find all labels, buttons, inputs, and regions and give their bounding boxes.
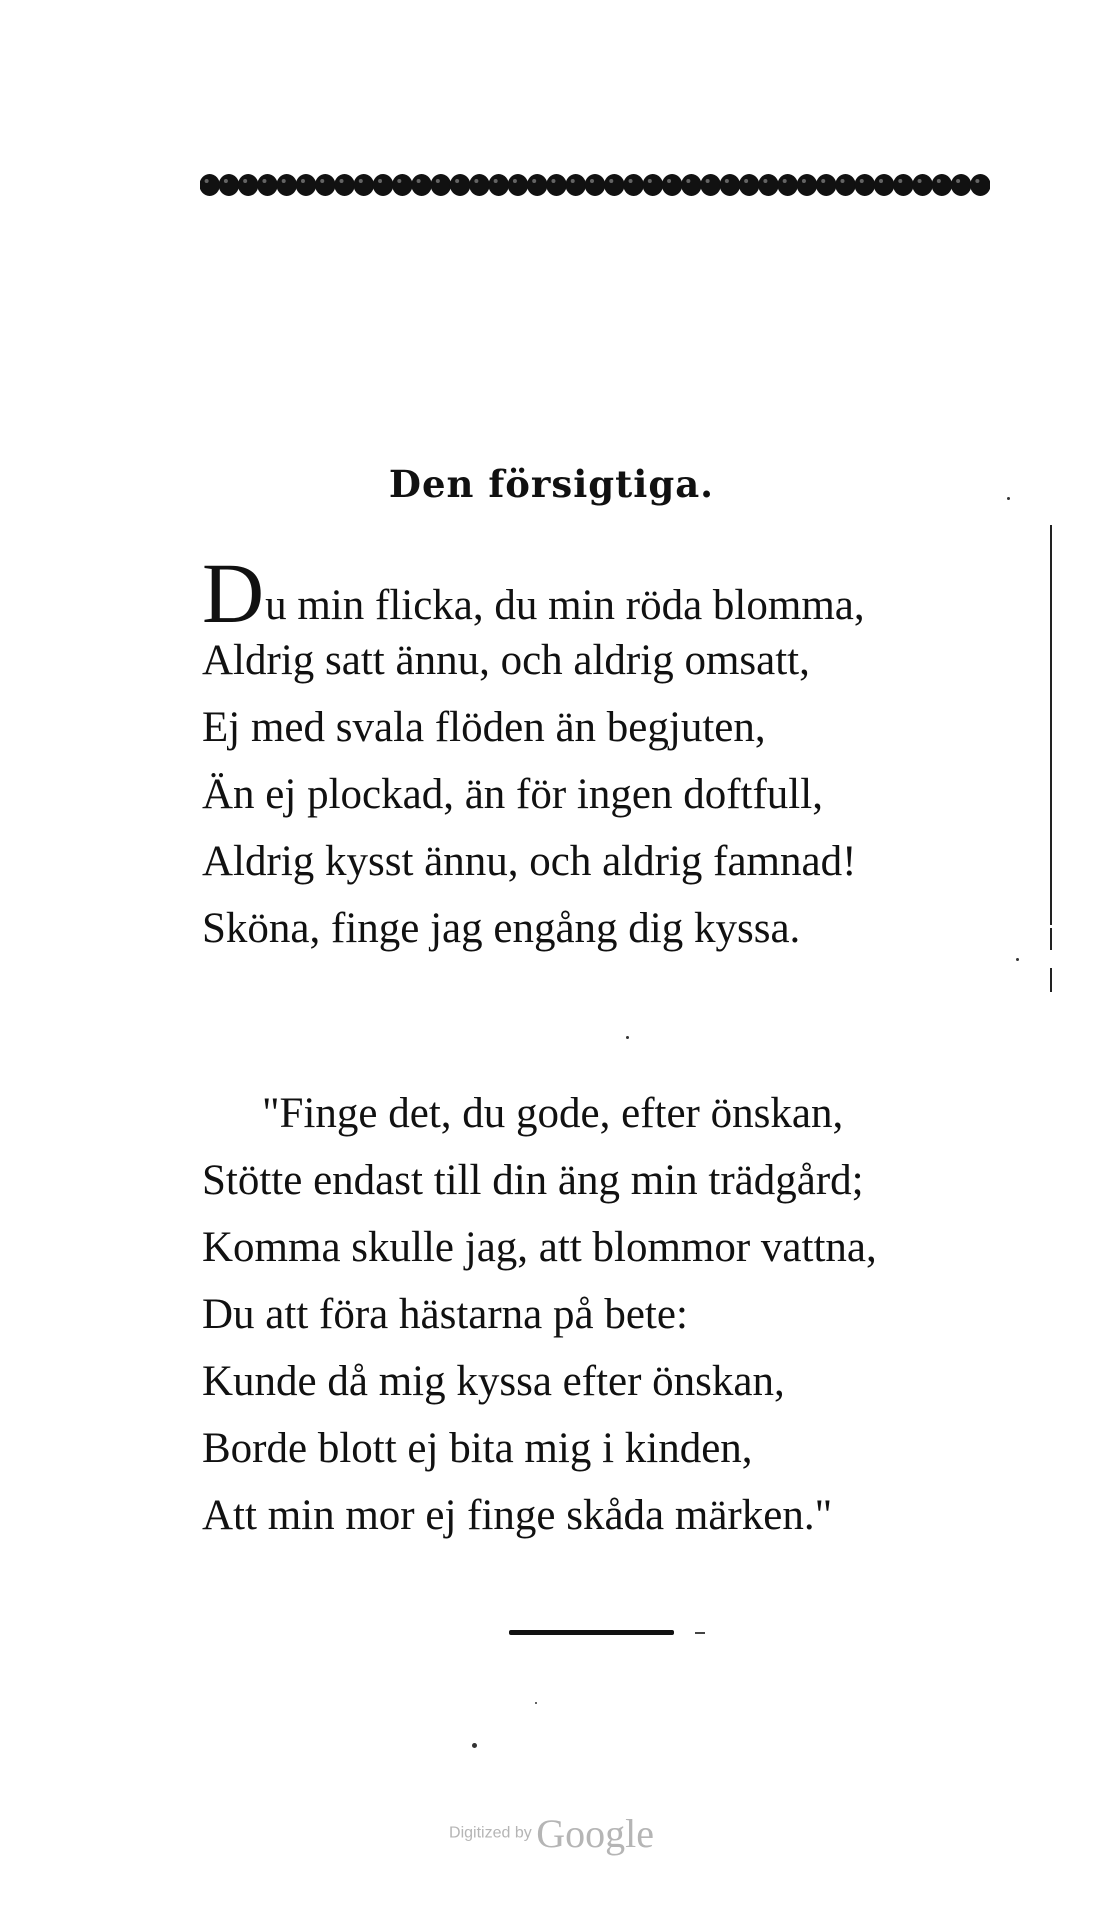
bead-icon bbox=[296, 174, 316, 196]
bead-highlight bbox=[744, 179, 748, 183]
bead-highlight bbox=[571, 179, 575, 183]
bead-icon bbox=[276, 174, 296, 196]
verse-line: Aldrig satt ännu, och aldrig omsatt, bbox=[202, 637, 810, 684]
bead-highlight bbox=[224, 179, 228, 183]
bead-highlight bbox=[975, 179, 979, 183]
bead-highlight bbox=[455, 179, 459, 183]
bead-icon bbox=[354, 174, 374, 196]
bead-icon bbox=[797, 174, 817, 196]
scan-margin-line bbox=[1050, 968, 1052, 992]
bead-highlight bbox=[532, 179, 536, 183]
bead-icon bbox=[546, 174, 566, 196]
bead-icon bbox=[739, 174, 759, 196]
bead-icon bbox=[874, 174, 894, 196]
scan-margin-line bbox=[1050, 928, 1052, 950]
scan-speck bbox=[626, 1036, 629, 1039]
bead-highlight bbox=[378, 179, 382, 183]
bead-highlight bbox=[513, 179, 517, 183]
digitized-watermark bbox=[0, 1810, 1103, 1857]
bead-highlight bbox=[609, 179, 613, 183]
bead-icon bbox=[777, 174, 797, 196]
bead-icon bbox=[893, 174, 913, 196]
verse-line: Aldrig kysst ännu, och aldrig famnad! bbox=[202, 838, 857, 885]
verse-line: Ej med svala flöden än begjuten, bbox=[202, 704, 766, 751]
scan-speck bbox=[472, 1743, 477, 1748]
bead-highlight bbox=[282, 179, 286, 183]
bead-highlight bbox=[898, 179, 902, 183]
bead-icon bbox=[835, 174, 855, 196]
bead-highlight bbox=[783, 179, 787, 183]
bead-highlight bbox=[821, 179, 825, 183]
scan-speck bbox=[1016, 958, 1019, 961]
bead-highlight bbox=[706, 179, 710, 183]
bead-highlight bbox=[551, 179, 555, 183]
bead-icon bbox=[257, 174, 277, 196]
bead-chain-ornament-icon bbox=[200, 170, 990, 200]
bead-icon bbox=[951, 174, 971, 196]
bead-icon bbox=[219, 174, 239, 196]
bead-icon bbox=[700, 174, 720, 196]
bead-icon bbox=[200, 174, 220, 196]
bead-highlight bbox=[937, 179, 941, 183]
bead-icon bbox=[334, 174, 354, 196]
bead-highlight bbox=[243, 179, 247, 183]
bead-icon bbox=[566, 174, 586, 196]
bead-icon bbox=[623, 174, 643, 196]
stanza-1 bbox=[202, 545, 865, 962]
verse-line: Än ej plockad, än för ingen doftfull, bbox=[202, 771, 823, 818]
bead-highlight bbox=[918, 179, 922, 183]
bead-icon bbox=[450, 174, 470, 196]
verse-line: Stötte endast till din äng min trädgård; bbox=[202, 1157, 864, 1204]
bead-icon bbox=[373, 174, 393, 196]
verse-line: "Finge det, du gode, efter önskan, bbox=[262, 1090, 844, 1137]
bead-highlight bbox=[301, 179, 305, 183]
bead-icon bbox=[585, 174, 605, 196]
bead-highlight bbox=[840, 179, 844, 183]
verse-line: Kunde då mig kyssa efter önskan, bbox=[202, 1358, 785, 1405]
bead-icon bbox=[508, 174, 528, 196]
bead-highlight bbox=[860, 179, 864, 183]
scan-margin-line bbox=[1050, 525, 1052, 925]
scan-speck bbox=[535, 1702, 537, 1704]
google-logo: Google bbox=[536, 1811, 654, 1856]
bead-highlight bbox=[686, 179, 690, 183]
bead-icon bbox=[932, 174, 952, 196]
bead-highlight bbox=[340, 179, 344, 183]
bead-icon bbox=[720, 174, 740, 196]
bead-icon bbox=[469, 174, 489, 196]
bead-icon bbox=[315, 174, 335, 196]
drop-cap: D bbox=[202, 545, 265, 641]
verse-line: Komma skulle jag, att blommor vattna, bbox=[202, 1224, 877, 1271]
bead-icon bbox=[238, 174, 258, 196]
bead-highlight bbox=[474, 179, 478, 183]
verse-line: Du att föra hästarna på bete: bbox=[202, 1291, 688, 1338]
bead-icon bbox=[662, 174, 682, 196]
verse-line: Att min mor ej finge skåda märken." bbox=[202, 1492, 833, 1539]
bead-highlight bbox=[397, 179, 401, 183]
poem-title: Den försigtiga. bbox=[388, 462, 715, 506]
bead-highlight bbox=[205, 179, 209, 183]
bead-highlight bbox=[320, 179, 324, 183]
bead-icon bbox=[431, 174, 451, 196]
bead-highlight bbox=[802, 179, 806, 183]
bead-highlight bbox=[667, 179, 671, 183]
bead-highlight bbox=[494, 179, 498, 183]
bead-highlight bbox=[956, 179, 960, 183]
bead-icon bbox=[604, 174, 624, 196]
bead-highlight bbox=[417, 179, 421, 183]
bead-highlight bbox=[262, 179, 266, 183]
watermark-prefix: Digitized by bbox=[449, 1824, 532, 1842]
end-rule-dash bbox=[695, 1632, 705, 1634]
bead-icon bbox=[758, 174, 778, 196]
scan-speck bbox=[1007, 497, 1010, 500]
bead-highlight bbox=[725, 179, 729, 183]
bead-highlight bbox=[629, 179, 633, 183]
bead-icon bbox=[912, 174, 932, 196]
bead-icon bbox=[970, 174, 990, 196]
bead-icon bbox=[643, 174, 663, 196]
bead-icon bbox=[392, 174, 412, 196]
bead-highlight bbox=[648, 179, 652, 183]
verse-line: Sköna, finge jag engång dig kyssa. bbox=[202, 905, 801, 952]
bead-icon bbox=[855, 174, 875, 196]
bead-icon bbox=[411, 174, 431, 196]
bead-icon bbox=[527, 174, 547, 196]
bead-icon bbox=[816, 174, 836, 196]
bead-highlight bbox=[436, 179, 440, 183]
verse-line: Borde blott ej bita mig i kinden, bbox=[202, 1425, 753, 1472]
stanza-2 bbox=[202, 1080, 877, 1549]
bead-icon bbox=[488, 174, 508, 196]
bead-highlight bbox=[879, 179, 883, 183]
bead-highlight bbox=[763, 179, 767, 183]
bead-highlight bbox=[590, 179, 594, 183]
end-rule bbox=[509, 1630, 674, 1635]
bead-icon bbox=[681, 174, 701, 196]
verse-line: Du min flicka, du min röda blomma, bbox=[202, 545, 865, 641]
bead-highlight bbox=[359, 179, 363, 183]
